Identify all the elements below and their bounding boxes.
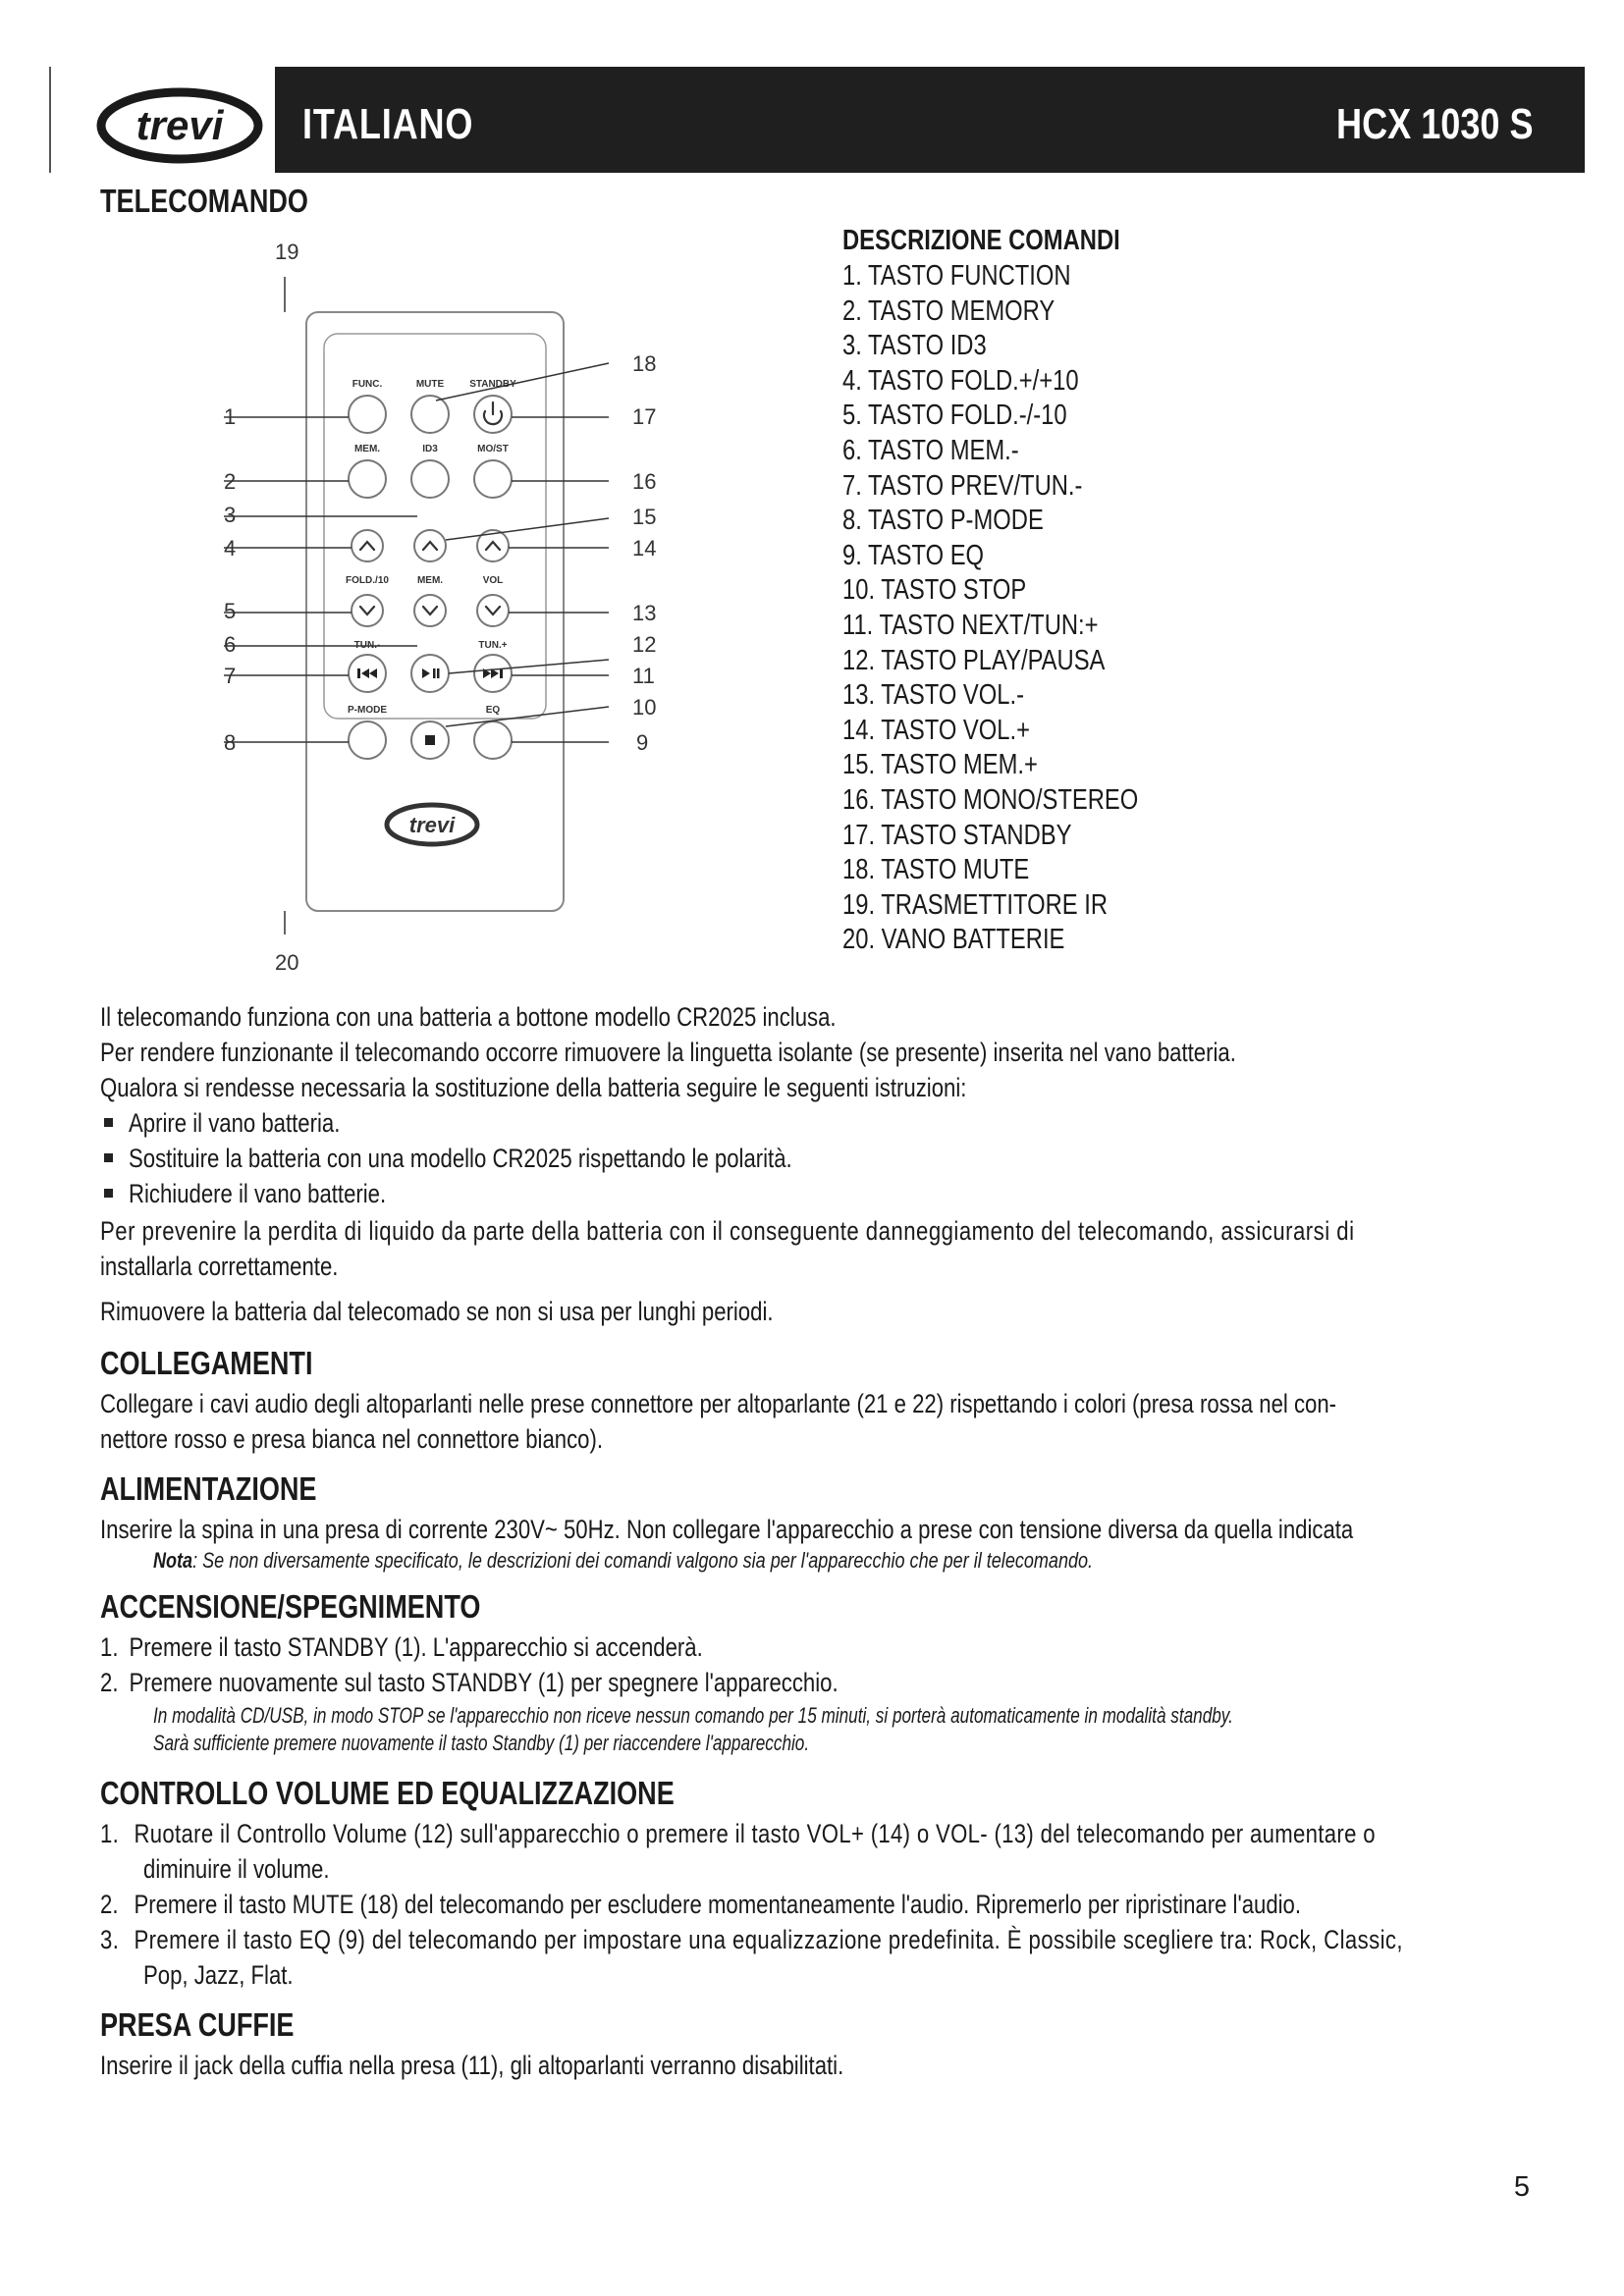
list-item: 3. TASTO ID3 [842, 330, 987, 362]
callout-17: 17 [632, 404, 657, 429]
list-item: 4. TASTO FOLD.+/+10 [842, 364, 1079, 397]
section-title-collegamenti: COLLEGAMENTI [100, 1345, 313, 1381]
callout-19: 19 [275, 240, 299, 264]
key-label-tun-minus: TUN.- [353, 640, 381, 651]
list-item: 19. TRASMETTITORE IR [842, 888, 1109, 921]
list-item: 20. VANO BATTERIE [842, 924, 1065, 956]
key-label-vol: VOL [482, 575, 504, 586]
command-description-title: DESCRIZIONE COMANDI [842, 225, 1120, 256]
callout-numbers [196, 236, 707, 982]
list-item: 18. TASTO MUTE [842, 854, 1030, 886]
callout-10: 10 [632, 695, 657, 720]
key-label-pmode: P-MODE [348, 705, 387, 716]
callout-8: 8 [224, 730, 237, 755]
volume-item-1-line-2: diminuire il volume. [143, 1854, 330, 1884]
list-item: 11. TASTO NEXT/TUN:+ [842, 609, 1099, 641]
list-item: 10. TASTO STOP [842, 574, 1027, 607]
callout-3: 3 [224, 503, 237, 527]
leak-warning-line-1: Per prevenire la perdita di liquido da parte della batteria con il conseguente danneggiamento del telecomando, assicurarsi di [100, 1216, 1355, 1246]
callout-14: 14 [632, 536, 657, 561]
header-model: HCX 1030 S [1336, 100, 1534, 148]
list-item: 7. TASTO PREV/TUN.- [842, 469, 1083, 502]
page-edge-rule [49, 67, 51, 173]
cuffie-text: Inserire il jack della cuffia nella presa (11), gli altoparlanti verranno disabilitati. [100, 2051, 844, 2080]
volume-item-1-line-1: 1. Ruotare il Controllo Volume (12) sull'apparecchio o premere il tasto VOL+ (14) o VOL- (13) del telecomando per aumentare o [100, 1819, 1376, 1848]
callout-6: 6 [224, 632, 237, 657]
section-title-accensione: ACCENSIONE/SPEGNIMENTO [100, 1588, 481, 1625]
list-item: 13. TASTO VOL.- [842, 679, 1025, 712]
section-title-volume: CONTROLLO VOLUME ED EQUALIZZAZIONE [100, 1775, 675, 1811]
battery-steps [100, 1105, 938, 1211]
list-item: 9. TASTO EQ [842, 539, 985, 571]
accensione-note-line-1: In modalità CD/USB, in modo STOP se l'apparecchio non riceve nessun comando per 15 minuti, si porterà automaticamente in modalità standby. [153, 1703, 1233, 1728]
logo-text: trevi [135, 102, 224, 148]
list-item: 17. TASTO STANDBY [842, 819, 1072, 851]
list-item: 2. TASTO MEMORY [842, 294, 1056, 327]
list-item: Richiudere il vano batterie. [100, 1176, 938, 1211]
key-label-tun-plus: TUN.+ [478, 640, 508, 651]
list-item: 6. TASTO MEM.- [842, 434, 1019, 466]
accensione-steps [100, 1629, 1001, 1700]
callout-7: 7 [224, 664, 237, 688]
list-item: 8. TASTO P-MODE [842, 505, 1044, 537]
key-label-standby: STANDBY [469, 379, 516, 390]
callout-13: 13 [632, 601, 657, 625]
callout-16: 16 [632, 469, 657, 494]
callout-5: 5 [224, 599, 237, 623]
list-item: 1. Premere il tasto STANDBY (1). L'apparecchio si accenderà. [100, 1632, 703, 1662]
battery-paragraph-3: Qualora si rendesse necessaria la sostituzione della batteria seguire le seguenti istruzioni: [100, 1073, 967, 1102]
callout-18: 18 [632, 351, 657, 376]
list-item: 15. TASTO MEM.+ [842, 749, 1038, 781]
command-list [842, 259, 1203, 958]
callout-4: 4 [224, 536, 237, 561]
list-item: 14. TASTO VOL.+ [842, 714, 1030, 746]
battery-paragraph-2: Per rendere funzionante il telecomando occorre rimuovere la linguetta isolante (se presente) inserita nel vano batteria. [100, 1038, 1236, 1067]
remote-logo-text: trevi [408, 813, 456, 837]
section-title-alimentazione: ALIMENTAZIONE [100, 1470, 317, 1507]
list-item: 2. Premere nuovamente sul tasto STANDBY (1) per spegnere l'apparecchio. [100, 1668, 839, 1697]
collegamenti-line-2: nettore rosso e presa bianca nel connettore bianco). [100, 1424, 604, 1454]
key-label-id3: ID3 [422, 444, 438, 454]
volume-item-2: 2. Premere il tasto MUTE (18) del telecomando per escludere momentaneamente l'audio. Ripremerlo per ripristinare l'audio. [100, 1890, 1302, 1919]
key-label-func: FUNC. [352, 379, 383, 390]
leak-warning-line-2: installarla correttamente. [100, 1252, 339, 1281]
battery-paragraph-1: Il telecomando funziona con una batteria a bottone modello CR2025 inclusa. [100, 1002, 837, 1032]
key-label-most: MO/ST [477, 444, 509, 454]
alimentazione-note: Nota: Se non diversamente specificato, le descrizioni dei comandi valgono sia per l'apparecchio che per il telecomando. [153, 1548, 1094, 1573]
key-label-mute: MUTE [415, 379, 445, 390]
callout-9: 9 [636, 730, 649, 755]
header-bar [275, 67, 1585, 173]
callout-2: 2 [224, 469, 237, 494]
key-label-fold: FOLD./10 [346, 575, 389, 586]
header-language: ITALIANO [302, 100, 474, 148]
callout-15: 15 [632, 505, 657, 529]
callout-1: 1 [224, 404, 237, 429]
alimentazione-text: Inserire la spina in una presa di corrente 230V~ 50Hz. Non collegare l'apparecchio a prese con tensione diversa da quella indicata [100, 1515, 1354, 1544]
page-number: 5 [1513, 2171, 1530, 2203]
callout-11: 11 [632, 664, 655, 688]
collegamenti-line-1: Collegare i cavi audio degli altoparlanti nelle prese connettore per altoparlante (21 e 22) rispettando i colori (presa rossa nel con- [100, 1389, 1337, 1418]
list-item: Sostituire la batteria con una modello CR2025 rispettando le polarità. [100, 1141, 938, 1176]
list-item: 16. TASTO MONO/STEREO [842, 783, 1139, 816]
callout-20: 20 [275, 950, 299, 975]
callout-12: 12 [632, 632, 657, 657]
remove-battery-text: Rimuovere la batteria dal telecomado se non si usa per lunghi periodi. [100, 1297, 774, 1326]
volume-item-3-line-2: Pop, Jazz, Flat. [143, 1960, 294, 1990]
list-item: 5. TASTO FOLD.-/-10 [842, 400, 1067, 432]
volume-item-3-line-1: 3. Premere il tasto EQ (9) del telecomando per impostare una equalizzazione predefinita. È possibile scegliere tra: Rock, Classic, [100, 1925, 1403, 1954]
list-item: Aprire il vano batteria. [100, 1105, 938, 1141]
accensione-note-line-2: Sarà sufficiente premere nuovamente il tasto Standby (1) per riaccendere l'apparecchio. [153, 1731, 810, 1755]
key-label-eq: EQ [485, 705, 501, 716]
section-title-cuffie: PRESA CUFFIE [100, 2006, 295, 2043]
key-label-mem2: MEM. [416, 575, 444, 586]
section-title-telecomando: TELECOMANDO [100, 183, 308, 219]
list-item: 12. TASTO PLAY/PAUSA [842, 644, 1106, 676]
trevi-logo [96, 86, 263, 165]
key-label-mem: MEM. [353, 444, 381, 454]
list-item: 1. TASTO FUNCTION [842, 260, 1071, 292]
